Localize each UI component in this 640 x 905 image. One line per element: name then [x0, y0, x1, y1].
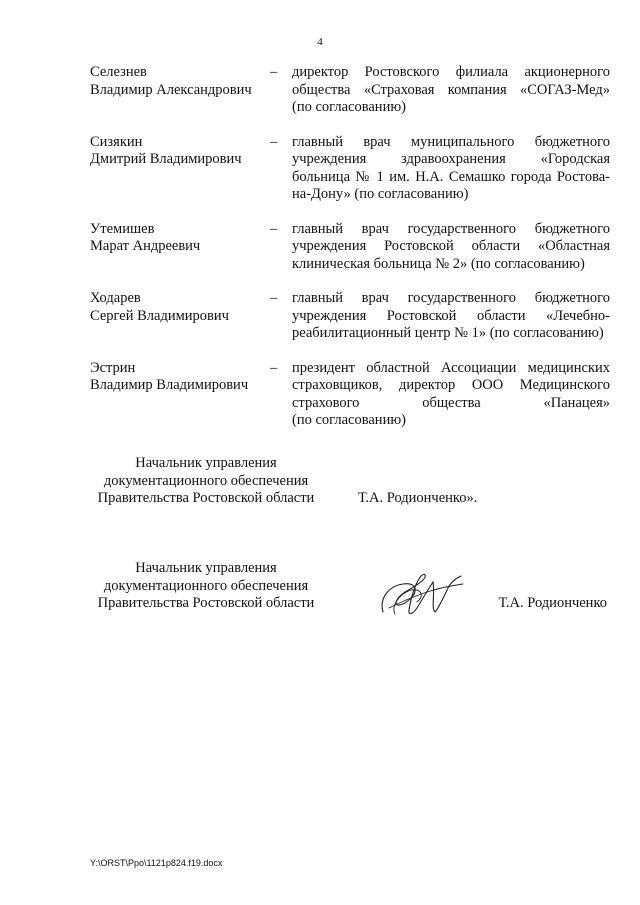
- member-role-line: учреждения Ростовской области «Лечебно-: [292, 307, 610, 324]
- member-surname: Ходарев: [90, 290, 141, 306]
- signer-position-title: [90, 560, 322, 613]
- signer-name: Т.А. Родионченко».: [358, 490, 478, 506]
- signer-position-line: документационного обеспечения: [103, 472, 309, 489]
- member-surname: Сизякин: [90, 133, 143, 150]
- member-role-line: на-Дону» (по согласованию): [292, 186, 469, 202]
- member-role-line: главный врач государственного бюджетного: [292, 290, 610, 306]
- member-entry: [90, 290, 610, 343]
- signer-position-line: Правительства Ростовской области: [97, 490, 315, 506]
- signer-name: Т.А. Родионченко: [498, 595, 607, 611]
- member-name: [90, 290, 280, 325]
- member-role-line: (по согласованию): [292, 412, 406, 428]
- signer-position-line: Правительства Ростовской области: [97, 595, 315, 611]
- signer-position-line: Начальник управления: [135, 560, 277, 576]
- member-given-names: Дмитрий Владимирович: [90, 151, 242, 167]
- member-surname: Утемишев: [90, 220, 155, 237]
- member-role-line: реабилитационный центр № 1» (по согласованию): [292, 325, 604, 341]
- member-name: [90, 360, 280, 395]
- member-role: [292, 360, 610, 430]
- member-role-line: главный врач государственного бюджетного: [292, 220, 610, 237]
- member-role: [292, 64, 610, 117]
- member-given-names: Владимир Александрович: [90, 81, 252, 98]
- member-list: [0, 64, 640, 447]
- member-entry: [90, 134, 610, 204]
- member-role-line: клиническая больница № 2» (по согласованию): [292, 255, 585, 272]
- file-path-footer: Y:\ORST\Ppo\1121p824.f19.docx: [90, 858, 223, 868]
- member-role: [292, 134, 610, 204]
- member-name: [90, 64, 280, 99]
- member-role-line: учреждения здравоохранения «Городская: [292, 151, 610, 167]
- handwritten-signature: [375, 568, 470, 620]
- member-surname: Селезнев: [90, 64, 147, 80]
- member-dash: –: [270, 133, 278, 150]
- member-role-line: (по согласованию): [292, 99, 406, 115]
- member-role-line: страхового общества «Панацея»: [292, 394, 610, 411]
- member-role-line: учреждения Ростовской области «Областная: [292, 238, 610, 254]
- signer-position-line: документационного обеспечения: [103, 577, 309, 594]
- member-role-line: общества «Страховая компания «СОГАЗ-Мед»: [292, 81, 610, 98]
- member-entry: [90, 64, 610, 117]
- member-name: [90, 221, 280, 256]
- member-dash: –: [270, 290, 278, 306]
- member-role-line: президент областной Ассоциации медицинских: [292, 359, 610, 376]
- member-given-names: Марат Андреевич: [90, 238, 201, 254]
- member-dash: –: [270, 220, 278, 237]
- member-given-names: Сергей Владимирович: [90, 307, 229, 324]
- member-role: [292, 290, 610, 343]
- page-number: 4: [317, 36, 323, 48]
- member-dash: –: [270, 64, 278, 80]
- member-entry: [90, 221, 610, 274]
- member-role-line: страховщиков, директор ООО Медицинского: [292, 377, 610, 393]
- member-role-line: больница № 1 им. Н.А. Семашко города Ростова-: [292, 168, 610, 185]
- member-entry: [90, 360, 610, 430]
- member-given-names: Владимир Владимирович: [90, 377, 249, 393]
- member-dash: –: [270, 359, 278, 376]
- member-surname: Эстрин: [90, 359, 136, 376]
- member-name: [90, 134, 280, 169]
- member-role-line: главный врач муниципального бюджетного: [292, 133, 610, 150]
- member-role-line: директор Ростовского филиала акционерного: [292, 64, 610, 80]
- member-role: [292, 221, 610, 274]
- signer-position-line: Начальник управления: [135, 455, 277, 471]
- signer-position-title: [90, 455, 322, 508]
